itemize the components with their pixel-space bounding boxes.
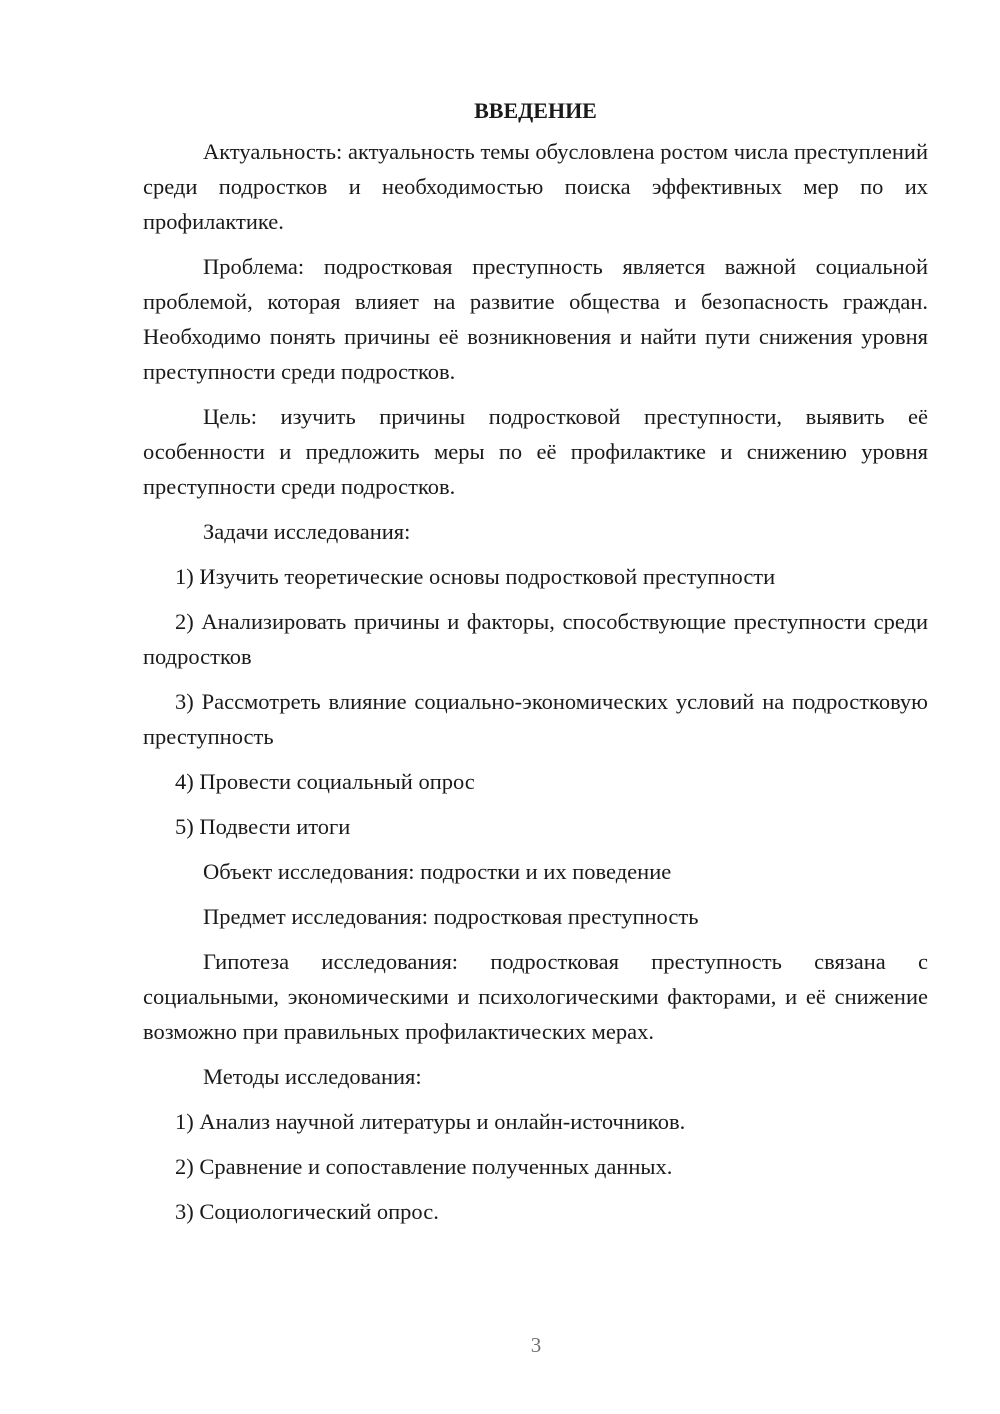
task-item: 1) Изучить теоретические основы подростковой преступности — [175, 564, 776, 589]
section-title: ВВЕДЕНИЕ — [474, 98, 597, 123]
task-item: 5) Подвести итоги — [175, 814, 351, 839]
relevance-paragraph: Актуальность: актуальность темы обусловлена ростом числа преступлений среди подростков и необходимостью поиска эффективных мер по их профилактике. — [143, 139, 928, 234]
task-item: 2) Анализировать причины и факторы, способствующие преступности среди подростков — [143, 609, 928, 669]
task-item: 4) Провести социальный опрос — [175, 769, 475, 794]
method-item: 3) Социологический опрос. — [175, 1199, 439, 1224]
method-item: 1) Анализ научной литературы и онлайн-источников. — [175, 1109, 686, 1134]
research-object: Объект исследования: подростки и их поведение — [203, 859, 672, 884]
goal-paragraph: Цель: изучить причины подростковой преступности, выявить её особенности и предложить меры по её профилактике и снижению уровня преступности среди подростков. — [143, 404, 928, 499]
method-item: 2) Сравнение и сопоставление полученных данных. — [175, 1154, 673, 1179]
hypothesis-paragraph: Гипотеза исследования: подростковая преступность связана с социальными, экономическими и психологическими факторами, и её снижение возможно при правильных профилактических мерах. — [143, 949, 928, 1044]
problem-paragraph: Проблема: подростковая преступность является важной социальной проблемой, которая влияет на развитие общества и безопасность граждан. Необходимо понять причины её возникновения и найти пути снижения уровня преступности среди подростков. — [143, 254, 928, 384]
tasks-heading: Задачи исследования: — [203, 519, 411, 544]
document-body — [143, 93, 928, 1239]
task-item: 3) Рассмотреть влияние социально-экономических условий на подростковую преступность — [143, 689, 928, 749]
research-subject: Предмет исследования: подростковая преступность — [203, 904, 699, 929]
page-number: 3 — [530, 1333, 542, 1357]
methods-heading: Методы исследования: — [203, 1064, 422, 1089]
